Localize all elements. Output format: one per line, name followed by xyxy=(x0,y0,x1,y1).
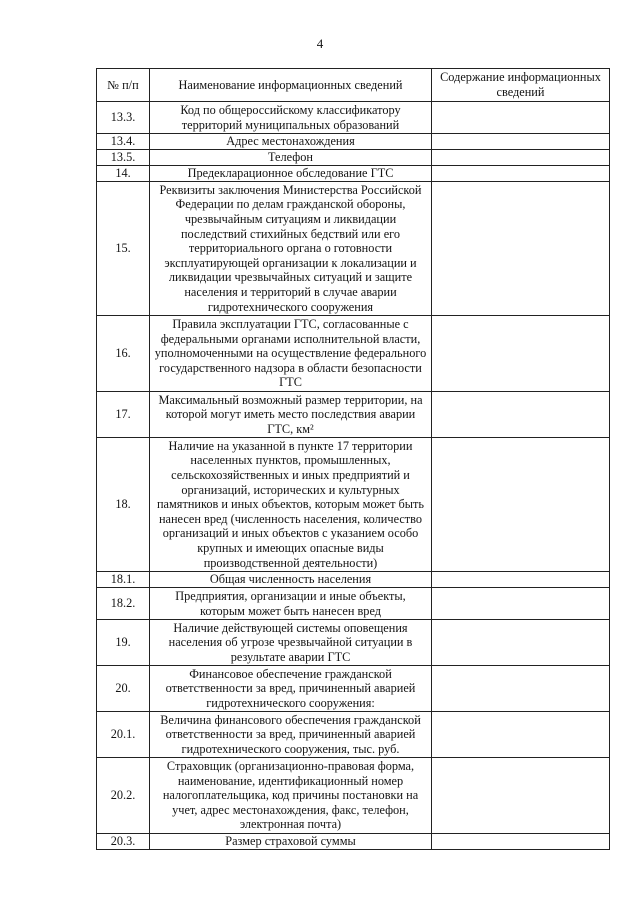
row-number: 15. xyxy=(97,182,150,316)
table-row xyxy=(97,438,610,572)
row-content xyxy=(432,588,610,620)
row-number: 13.3. xyxy=(97,102,150,134)
row-number: 20.2. xyxy=(97,758,150,834)
row-name: Финансовое обеспечение гражданской ответственности за вред, причиненный аварией гидротехнического сооружения: xyxy=(150,666,432,712)
row-name: Страховщик (организационно-правовая форма, наименование, идентификационный номер налогоплательщика, код причины постановки на учет, адрес местонахождения, факс, телефон, электронная почта) xyxy=(150,758,432,834)
table-row xyxy=(97,316,610,392)
header-row xyxy=(97,69,610,102)
row-content xyxy=(432,834,610,850)
table-row xyxy=(97,392,610,438)
row-name: Наличие действующей системы оповещения населения об угрозе чрезвычайной ситуации в результате аварии ГТС xyxy=(150,620,432,666)
row-name: Телефон xyxy=(150,150,432,166)
table-row xyxy=(97,666,610,712)
row-name: Общая численность населения xyxy=(150,572,432,588)
table-row xyxy=(97,134,610,150)
row-number: 20.1. xyxy=(97,712,150,758)
header-number: № п/п xyxy=(97,69,150,102)
table-row xyxy=(97,712,610,758)
row-name: Предприятия, организации и иные объекты, которым может быть нанесен вред xyxy=(150,588,432,620)
row-number: 16. xyxy=(97,316,150,392)
row-name: Реквизиты заключения Министерства Российской Федерации по делам гражданской обороны, чрезвычайным ситуациям и ликвидации последствий стихийных бедствий или его территориального органа о готовности эксплуатирующей организации к локализации и ликвидации чрезвычайных ситуаций и защите населения и территорий в случае аварии гидротехнического сооружения xyxy=(150,182,432,316)
row-name: Величина финансового обеспечения гражданской ответственности за вред, причиненный аварией гидротехнического сооружения, тыс. руб. xyxy=(150,712,432,758)
row-content xyxy=(432,712,610,758)
row-number: 20.3. xyxy=(97,834,150,850)
row-name: Код по общероссийскому классификатору территорий муниципальных образований xyxy=(150,102,432,134)
row-name: Максимальный возможный размер территории, на которой могут иметь место последствия аварии ГТС, км² xyxy=(150,392,432,438)
row-content xyxy=(432,620,610,666)
row-content xyxy=(432,166,610,182)
row-name: Размер страховой суммы xyxy=(150,834,432,850)
header-content: Содержание информационных сведений xyxy=(432,69,610,102)
table-row xyxy=(97,758,610,834)
table-row xyxy=(97,150,610,166)
table-row xyxy=(97,102,610,134)
row-number: 18.2. xyxy=(97,588,150,620)
row-number: 13.4. xyxy=(97,134,150,150)
row-number: 18.1. xyxy=(97,572,150,588)
row-number: 19. xyxy=(97,620,150,666)
row-name: Наличие на указанной в пункте 17 территории населенных пунктов, промышленных, сельскохозяйственных и иных предприятий и организаций, исторических и культурных памятников и иных объектов, которым может быть нанесен вред (численность населения, количество организаций и иных объектов с указанием особо крупных и имеющих опасные виды производственной деятельности) xyxy=(150,438,432,572)
table-row xyxy=(97,588,610,620)
row-number: 17. xyxy=(97,392,150,438)
row-number: 18. xyxy=(97,438,150,572)
row-number: 14. xyxy=(97,166,150,182)
row-content xyxy=(432,392,610,438)
row-content xyxy=(432,316,610,392)
row-number: 13.5. xyxy=(97,150,150,166)
row-content xyxy=(432,102,610,134)
row-name: Правила эксплуатации ГТС, согласованные с федеральными органами исполнительной власти, уполномоченными на осуществление федерального государственного надзора в области безопасности ГТС xyxy=(150,316,432,392)
row-content xyxy=(432,438,610,572)
table-row xyxy=(97,182,610,316)
table-row xyxy=(97,834,610,850)
table-row xyxy=(97,620,610,666)
row-number: 20. xyxy=(97,666,150,712)
page-number: 4 xyxy=(316,36,324,51)
row-name: Адрес местонахождения xyxy=(150,134,432,150)
row-content xyxy=(432,572,610,588)
table-row xyxy=(97,166,610,182)
row-content xyxy=(432,758,610,834)
header-name: Наименование информационных сведений xyxy=(150,69,432,102)
info-table xyxy=(96,68,610,850)
row-name: Предекларационное обследование ГТС xyxy=(150,166,432,182)
table-row xyxy=(97,572,610,588)
row-content xyxy=(432,182,610,316)
row-content xyxy=(432,150,610,166)
row-content xyxy=(432,134,610,150)
row-content xyxy=(432,666,610,712)
